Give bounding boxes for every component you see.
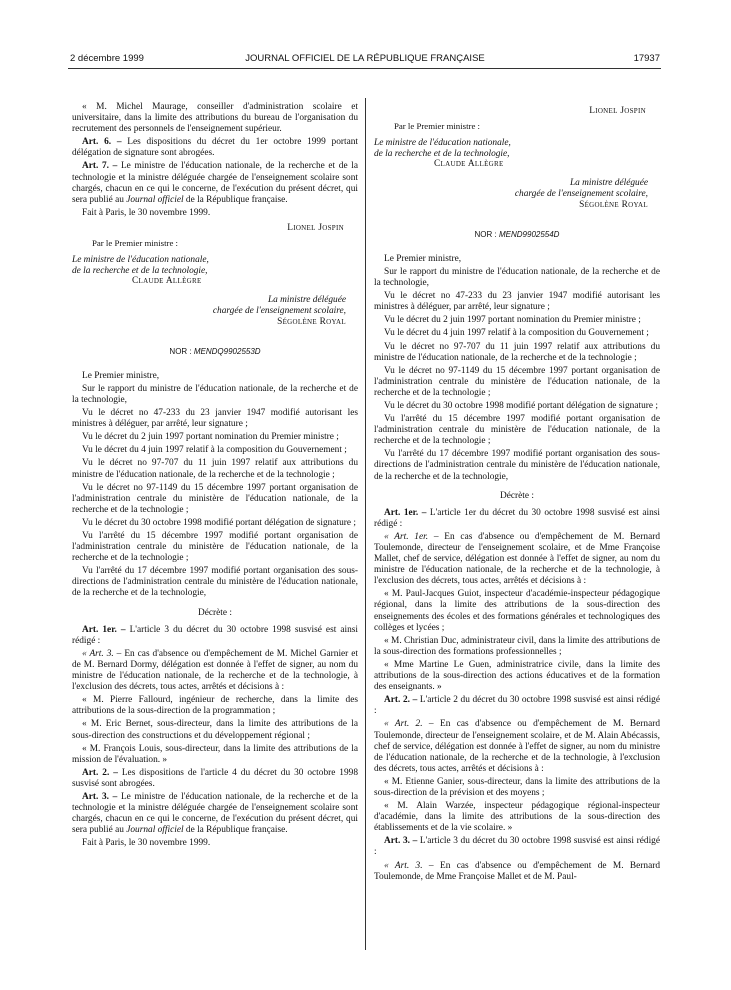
minister-name: Claude Allègre [132, 276, 202, 287]
article-text: Le ministre de l'éducation nationale, de la recherche et de la technologie et la ministre déléguée chargée de l'enseignement scolaire sont chargés, chacun en ce qui le concerne, de l'exécution du présent décret, qui sera publié au [72, 161, 358, 205]
quoted-article: « Art. 3. – En cas d'absence ou d'empêchement de M. Michel Garnier et de M. Bernard Dormy, délégation est donnée à l'effet de signer, au nom du ministre de l'éducation nationale, de la recherche et de la technologie, à l'exclusion des décrets, tous actes, arrêtés et décisions à : [72, 648, 359, 693]
article-1: Art. 1er. – L'article 1er du décret du 30 octobre 1998 susvisé est ainsi rédigé : [374, 507, 660, 529]
quoted-article: « Art. 1er. – En cas d'absence ou d'empêchement de M. Bernard Toulemonde, directeur de l'enseignement scolaire, et de Mme Françoise Mallet, chef de service, délégation est donnée à l'effet de signer, au nom du ministre de l'éducation nationale, de la recherche et de la technologie, à l'exclusion des décrets, tous actes, arrêtés et décisions à : [374, 531, 661, 587]
delegate-item: « M. Pierre Fallourd, ingénieur de recherche, dans la limite des attributions de la sous-direction de la programmation ; [72, 695, 358, 717]
visa: Vu le décret du 30 octobre 1998 modifié portant délégation de signature ; [384, 400, 658, 411]
journal-officiel-ref: Journal officiel [126, 194, 184, 205]
visa: Vu l'arrêté du 17 décembre 1997 modifié portant organisation des sous-directions de l'administration centrale du ministère de l'éducation nationale, de la recherche et de la technologie, [72, 566, 358, 599]
visa: Sur le rapport du ministre de l'éducation nationale, de la recherche et de la technologie, [374, 266, 660, 289]
delegate-minister-title: La ministre déléguée chargée de l'enseignement scolaire, [212, 295, 346, 316]
place-date: Fait à Paris, le 30 novembre 1999. [82, 207, 211, 218]
signature-pm: Lionel Jospin [589, 106, 646, 116]
article-3: Art. 3. – Le ministre de l'éducation nationale, de la recherche et de la technologie et la ministre déléguée chargée de l'enseignement scolaire sont chargés, chacun en ce qui le concerne, de l'exécution du présent décret, qui sera publié au Journal officiel de la République française. [72, 791, 358, 836]
signature-pm: Lionel Jospin [287, 222, 344, 233]
visa: Vu le décret no 97-1149 du 15 décembre 1997 portant organisation de l'administration centrale du ministère de l'éducation nationale, de la recherche et de la technologie ; [374, 365, 660, 398]
quoted-article: « Art. 3. – En cas d'absence ou d'empêchement de M. Bernard Toulemonde, de Mme Françoise Mallet et de M. Paul- [374, 860, 661, 882]
minister-title: Le ministre de l'éducation nationale, de la recherche et de la technologie, [72, 255, 209, 276]
delegate-item: « M. Alain Warzée, inspecteur pédagogique régional-inspecteur d'académie, dans la limite des attributions de la sous-direction des établissements et de la vie scolaire. » [374, 801, 660, 834]
visa: Vu l'arrêté du 15 décembre 1997 modifié portant organisation de l'administration centrale du ministère de l'éducation nationale, de la recherche et de la technologie ; [72, 531, 358, 564]
delegate-item: « M. Paul-Jacques Guiot, inspecteur d'académie-inspecteur pédagogique régional, dans la limite des attributions de la sous-direction des enseignements des écoles et des formations générales et technologiques des collèges et lycées ; [374, 589, 660, 633]
visa: Vu le décret no 97-707 du 11 juin 1997 relatif aux attributions du ministre de l'éducation nationale, de la recherche et de la technologie ; [374, 341, 660, 363]
visa: Vu le décret no 47-233 du 23 janvier 1947 modifié autorisant les ministres à déléguer, par arrêté, leur signature ; [374, 291, 660, 313]
article-2: Art. 2. – Les dispositions de l'article 4 du décret du 30 octobre 1998 susvisé sont abrogées. [72, 767, 358, 789]
header-journal-title: JOURNAL OFFICIEL DE LA RÉPUBLIQUE FRANÇAISE [245, 53, 485, 64]
article-7 [72, 161, 358, 205]
running-header [70, 53, 660, 67]
delegate-item: « M. François Louis, sous-directeur, dans la limite des attributions de la mission de l'évaluation. » [72, 743, 358, 765]
visa: Vu le décret du 4 juin 1997 relatif à la composition du Gouvernement ; [82, 445, 347, 456]
premier-ministre: Le Premier ministre, [384, 253, 462, 264]
delegate-item: « M. Etienne Ganier, sous-directeur, dans la limite des attributions de la sous-direction de la prévision et des moyens ; [374, 776, 660, 798]
quoted-article: « Art. 2. – En cas d'absence ou d'empêchement de M. Bernard Toulemonde, directeur de l'enseignement scolaire, et de M. Alain Abécassis, chef de service, délégation est donnée à l'effet de signer, au nom du ministre de l'éducation nationale, de la recherche et de la technologie, à l'exclusion des décrets, tous actes, arrêtés et décisions à : [374, 719, 661, 774]
article-text: de la République française. [183, 194, 288, 205]
nor-reference: NOR : MENDQ9902553D [169, 346, 261, 356]
visa: Vu l'arrêté du 15 décembre 1997 modifié portant organisation de l'administration centrale du ministère de l'éducation nationale, de la recherche et de la technologie ; [374, 414, 660, 447]
par-premier-ministre: Par le Premier ministre : [394, 121, 480, 132]
delegate-minister-title: La ministre déléguée chargée de l'enseignement scolaire, [514, 178, 648, 200]
article-1: Art. 1er. – L'article 3 du décret du 30 octobre 1998 susvisé est ainsi rédigé : [72, 624, 358, 646]
paragraph: « M. Michel Maurage, conseiller d'administration scolaire et universitaire, dans la limite des attributions du bureau de l'organisation du recrutement des personnels de l'enseignement supérieur. [72, 102, 358, 135]
article-2: Art. 2. – L'article 2 du décret du 30 octobre 1998 susvisé est ainsi rédigé : [374, 695, 660, 717]
decrete-heading: Décrète : [500, 490, 534, 501]
place-date: Fait à Paris, le 30 novembre 1999. [82, 838, 211, 849]
decrete-heading: Décrète : [198, 607, 232, 618]
header-rule [68, 68, 661, 69]
article-label: Art. 6. – [82, 137, 122, 148]
visa: Vu le décret no 47-233 du 23 janvier 1947 modifié autorisant les ministres à déléguer, par arrêté, leur signature ; [72, 408, 358, 430]
delegate-item: « M. Eric Bernet, sous-directeur, dans la limite des attributions de la sous-direction des constructions et du développement régional ; [72, 719, 358, 741]
article-6 [72, 137, 358, 159]
article-text: Les dispositions du décret du 1er octobre 1999 portant délégation de signature sont abrogées. [72, 137, 358, 159]
delegate-item: « Mme Martine Le Guen, administratrice civile, dans la limite des attributions de la sous-direction des actions éducatives et de la formation des enseignants. » [374, 659, 660, 693]
delegate-item: « M. Christian Duc, administrateur civil, dans la limite des attributions de la sous-direction des formations professionnelles ; [374, 635, 660, 657]
visa: Vu le décret no 97-1149 du 15 décembre 1997 portant organisation de l'administration centrale du ministère de l'éducation nationale, de la recherche et de la technologie ; [72, 482, 358, 515]
article-label: Art. 7. – [82, 161, 118, 172]
delegate-minister-name: Ségolène Royal [579, 199, 648, 210]
header-page-number: 17937 [633, 53, 660, 64]
visa: Vu le décret du 2 juin 1997 portant nomination du Premier ministre ; [384, 315, 641, 326]
visa: Sur le rapport du ministre de l'éducation nationale, de la recherche et de la technologie, [72, 383, 358, 405]
visa: Vu le décret du 4 juin 1997 relatif à la composition du Gouvernement ; [384, 328, 649, 339]
article-3: Art. 3. – L'article 3 du décret du 30 octobre 1998 susvisé est ainsi rédigé : [374, 836, 660, 858]
minister-name: Claude Allègre [434, 159, 504, 170]
header-date: 2 décembre 1999 [70, 53, 144, 64]
column-divider [365, 98, 366, 950]
visa: Vu le décret du 2 juin 1997 portant nomination du Premier ministre ; [82, 432, 339, 443]
delegate-minister-name: Ségolène Royal [277, 316, 346, 327]
left-column [72, 102, 358, 851]
visa: Vu le décret no 97-707 du 11 juin 1997 relatif aux attributions du ministre de l'éducation nationale, de la recherche et de la technologie ; [72, 458, 358, 480]
par-premier-ministre: Par le Premier ministre : [92, 238, 178, 249]
visa: Vu l'arrêté du 17 décembre 1997 modifié portant organisation des sous-directions de l'administration centrale du ministère de l'éducation nationale, de la recherche et de la technologie, [374, 449, 660, 482]
minister-title: Le ministre de l'éducation nationale, de la recherche et de la technologie, [374, 138, 511, 159]
right-column [374, 102, 660, 885]
nor-reference: NOR : MEND9902554D [474, 229, 560, 239]
premier-ministre: Le Premier ministre, [82, 370, 160, 381]
visa: Vu le décret du 30 octobre 1998 modifié portant délégation de signature ; [82, 517, 356, 528]
